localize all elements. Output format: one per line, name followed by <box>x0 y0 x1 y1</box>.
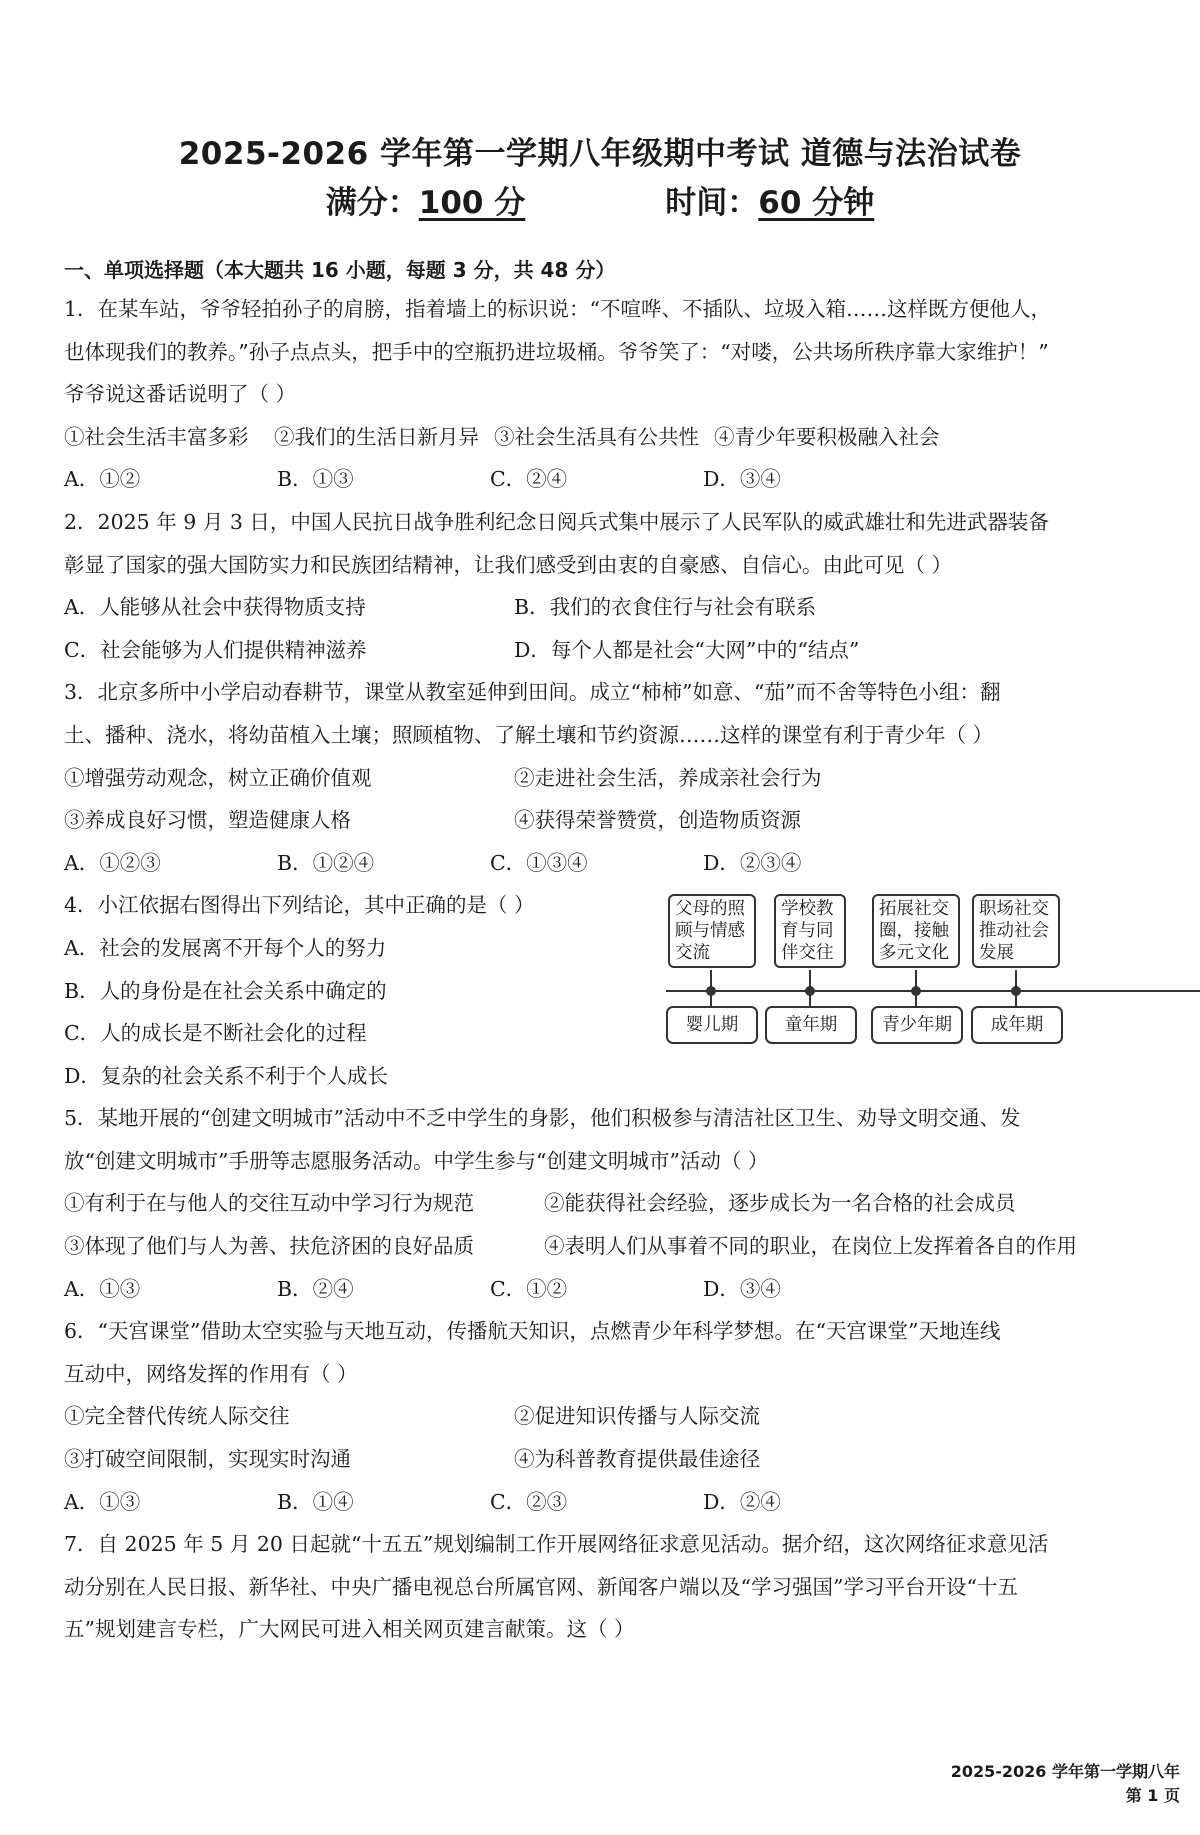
timeline-connector <box>809 994 811 1006</box>
question-stem-line: 放“创建文明城市”手册等志愿服务活动。中学生参与“创建文明城市”活动（ ） <box>64 1148 769 1173</box>
page-number: 第 1 页 <box>1125 1786 1180 1805</box>
option-b[interactable]: B．②④ <box>277 1276 354 1301</box>
statement: ①社会生活丰富多彩 <box>64 424 249 449</box>
statement: ④表明人们从事着不同的职业，在岗位上发挥着各自的作用 <box>544 1234 1077 1259</box>
timeline-connector <box>915 994 917 1006</box>
option-a[interactable]: A．人能够从社会中获得物质支持 <box>64 595 366 620</box>
statement: ③养成良好习惯，塑造健康人格 <box>64 808 351 833</box>
event-text: 职场社交 <box>979 899 1049 920</box>
question-stem-line: 5．某地开展的“创建文明城市”活动中不乏中学生的身影，他们积极参与清洁社区卫生、劝导文明交通、发 <box>64 1106 1021 1131</box>
event-text: 圈，接触 <box>879 921 949 942</box>
event-text: 发展 <box>979 943 1014 964</box>
event-text: 拓展社交 <box>879 899 949 920</box>
header <box>0 128 1200 222</box>
answer-options <box>64 842 1134 885</box>
question-stem-line: 2．2025 年 9 月 3 日，中国人民抗日战争胜利纪念日阅兵式集中展示了人民军队的威武雄壮和先进武器装备 <box>64 509 1049 534</box>
full-score-label: 满分： <box>325 185 419 221</box>
statement-row <box>64 1395 1134 1438</box>
question-stem-line: 7．自 2025 年 5 月 20 日起就“十五五”规划编制工作开展网络征求意见活动。据介绍，这次网络征求意见活 <box>64 1532 1049 1557</box>
question-stem-line: 动分别在人民日报、新华社、中央广播电视总台所属官网、新闻客户端以及“学习强国”学习平台开设“十五 <box>64 1574 1018 1599</box>
question-2 <box>64 501 1134 671</box>
option-a[interactable]: A．①③ <box>64 1276 141 1301</box>
option-d[interactable]: D．③④ <box>703 467 781 492</box>
option-a[interactable]: A．①③ <box>64 1489 141 1514</box>
question-4 <box>64 884 1134 1097</box>
question-stem-line: 3．北京多所中小学启动春耕节，课堂从教室延伸到田间。成立“柿柿”如意、“茄”而不舍等特色小组：翻 <box>64 680 1001 705</box>
option-b[interactable]: B．①④ <box>277 1489 354 1514</box>
option-d[interactable]: D．③④ <box>703 1276 781 1301</box>
question-3 <box>64 671 1134 884</box>
time-label: 时间： <box>665 185 759 221</box>
statement: ③体现了他们与人为善、扶危济困的良好品质 <box>64 1234 474 1259</box>
question-1 <box>64 288 1134 501</box>
event-text: 顾与情感 <box>675 921 745 942</box>
option-c[interactable]: C．①② <box>490 1276 568 1301</box>
timeline-event-infancy <box>668 894 756 968</box>
answer-options <box>64 629 1134 672</box>
question-5 <box>64 1097 1134 1310</box>
stage-infancy: 婴儿期 <box>666 1006 758 1044</box>
question-stem-line: 五”规划建言专栏，广大网民可进入相关网页建言献策。这（ ） <box>64 1617 635 1642</box>
time-value: 60 分钟 <box>758 185 875 221</box>
statement: ①增强劳动观念，树立正确价值观 <box>64 765 372 790</box>
question-6 <box>64 1310 1134 1523</box>
statement: ①完全替代传统人际交往 <box>64 1404 290 1429</box>
question-stem-line: 4．小江依据右图得出下列结论，其中正确的是（ ） <box>64 893 535 918</box>
answer-options <box>64 458 1134 501</box>
time-limit <box>665 177 874 222</box>
statement: ②走进社会生活，养成亲社会行为 <box>514 765 822 790</box>
option-a[interactable]: A．①② <box>64 467 141 492</box>
answer-options <box>64 1481 1134 1524</box>
option-b[interactable]: B．人的身份是在社会关系中确定的 <box>64 978 387 1003</box>
event-text: 父母的照 <box>675 899 745 920</box>
question-stem-line: 爷爷说这番话说明了（ ） <box>64 382 297 407</box>
question-7 <box>64 1523 1134 1651</box>
stage-childhood: 童年期 <box>765 1006 857 1044</box>
timeline-connector <box>1015 994 1017 1006</box>
exam-meta <box>0 177 1200 222</box>
statement-row <box>64 1182 1134 1225</box>
event-text: 学校教 <box>781 899 834 920</box>
statement-row <box>64 757 1134 800</box>
footer-exam-name: 2025-2026 学年第一学期八年 <box>950 1762 1180 1781</box>
option-b[interactable]: B．①②④ <box>277 850 375 875</box>
question-stem-line: 土、播种、浇水，将幼苗植入土壤；照顾植物、了解土壤和节约资源……这样的课堂有利于青少年（ ） <box>64 722 994 747</box>
option-c[interactable]: C．社会能够为人们提供精神滋养 <box>64 637 367 662</box>
timeline-axis <box>666 990 1200 992</box>
statement: ④获得荣誉赞赏，创造物质资源 <box>514 808 801 833</box>
statement: ①有利于在与他人的交往互动中学习行为规范 <box>64 1191 474 1216</box>
growth-timeline-diagram <box>660 884 1200 1064</box>
statement: ③社会生活具有公共性 <box>494 424 699 449</box>
full-score <box>326 177 526 222</box>
statement: ③打破空间限制，实现实时沟通 <box>64 1447 351 1472</box>
statement: ②我们的生活日新月异 <box>274 424 479 449</box>
question-stem-line: 也体现我们的教养。”孙子点点头，把手中的空瓶扔进垃圾桶。爷爷笑了：“对喽，公共场所秩序靠大家维护！” <box>64 339 1049 364</box>
option-c[interactable]: C．人的成长是不断社会化的过程 <box>64 1021 367 1046</box>
answer-options <box>64 1268 1134 1311</box>
event-text: 交流 <box>675 943 710 964</box>
page-footer <box>951 1760 1180 1808</box>
option-a[interactable]: A．①②③ <box>64 850 161 875</box>
option-d[interactable]: D．复杂的社会关系不利于个人成长 <box>64 1063 388 1088</box>
statement-row <box>64 416 1134 459</box>
option-c[interactable]: C．①③④ <box>490 850 588 875</box>
option-d[interactable]: D．每个人都是社会“大网”中的“结点” <box>514 637 860 662</box>
question-stem-line: 彰显了国家的强大国防实力和民族团结精神，让我们感受到由衷的自豪感、自信心。由此可见（ ） <box>64 552 953 577</box>
stage-adolescence: 青少年期 <box>871 1006 963 1044</box>
statement-row <box>64 1225 1134 1268</box>
exam-title: 2025-2026 学年第一学期八年级期中考试 道德与法治试卷 <box>178 136 1022 172</box>
questions <box>64 288 1134 1651</box>
question-stem-line: 1．在某车站，爷爷轻拍孙子的肩膀，指着墙上的标识说：“不喧哗、不插队、垃圾入箱……这样既方便他人， <box>64 297 1052 321</box>
section-title: 一、单项选择题（本大题共 16 小题，每题 3 分，共 48 分） <box>64 258 616 282</box>
option-d[interactable]: D．②④ <box>703 1489 781 1514</box>
full-score-value: 100 分 <box>418 185 526 221</box>
stage-adulthood: 成年期 <box>971 1006 1063 1044</box>
timeline-connector <box>710 994 712 1006</box>
option-b[interactable]: B．①③ <box>277 467 354 492</box>
option-b[interactable]: B．我们的衣食住行与社会有联系 <box>514 595 817 620</box>
statement: ④为科普教育提供最佳途径 <box>514 1447 760 1472</box>
option-c[interactable]: C．②④ <box>490 467 568 492</box>
timeline-event-adulthood <box>972 894 1060 968</box>
option-d[interactable]: D．②③④ <box>703 850 802 875</box>
statement-row <box>64 1438 1134 1481</box>
question-stem-line: 6．“天宫课堂”借助太空实验与天地互动，传播航天知识，点燃青少年科学梦想。在“天宫课堂”天地连线 <box>64 1319 1001 1344</box>
statement-row <box>64 799 1134 842</box>
timeline-event-adolescence <box>872 894 960 968</box>
event-text: 多元文化 <box>879 943 949 964</box>
event-text: 推动社会 <box>979 921 1049 942</box>
event-text: 伴交往 <box>781 943 834 964</box>
event-text: 育与同 <box>781 921 834 942</box>
timeline-event-childhood <box>774 894 846 968</box>
statement: ④青少年要积极融入社会 <box>714 424 940 449</box>
answer-options <box>64 586 1134 629</box>
statement: ②促进知识传播与人际交流 <box>514 1404 760 1429</box>
option-c[interactable]: C．②③ <box>490 1489 568 1514</box>
statement: ②能获得社会经验，逐步成长为一名合格的社会成员 <box>544 1191 1016 1216</box>
option-a[interactable]: A．社会的发展离不开每个人的努力 <box>64 935 387 960</box>
question-stem-line: 互动中，网络发挥的作用有（ ） <box>64 1361 358 1386</box>
